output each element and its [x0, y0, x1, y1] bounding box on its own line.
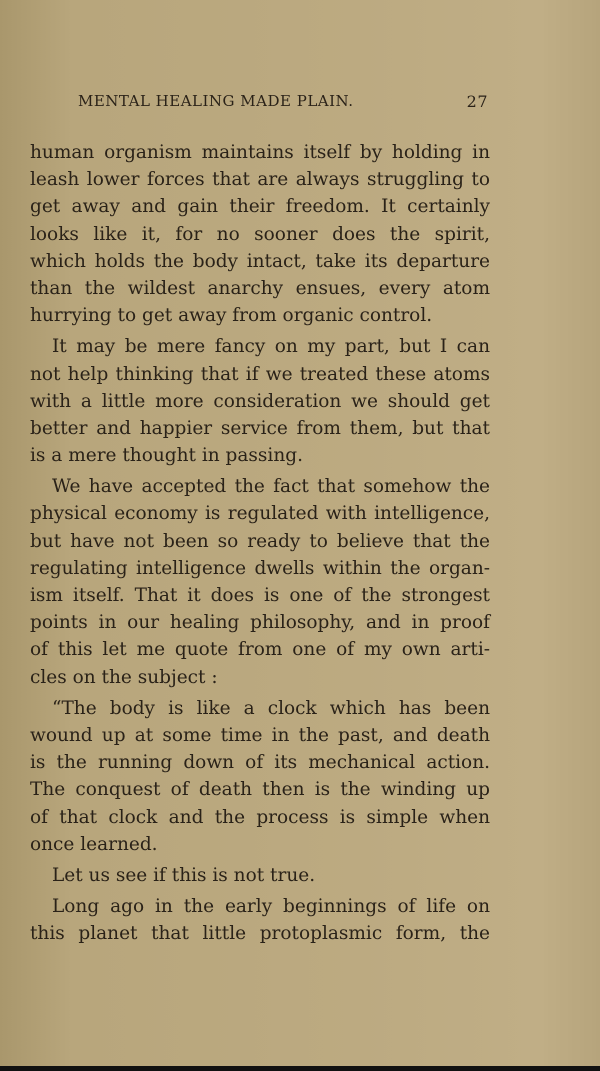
paragraph [30, 695, 490, 858]
text-line: better and happier service from them, but that [30, 417, 490, 439]
text-line: wound up at some time in the past, and death [30, 724, 490, 746]
text-line: than the wildest anarchy ensues, every atom [30, 277, 490, 299]
text-line: but have not been so ready to believe that the [30, 530, 490, 552]
text-line: points in our healing philosophy, and in proof [30, 612, 490, 634]
text-line: physical economy is regulated with intelligence, [30, 503, 490, 525]
text-line: cles on the subject : [30, 666, 218, 688]
text-line: human organism maintains itself by holding in [30, 142, 490, 163]
paragraph [30, 139, 490, 329]
paragraph [30, 473, 490, 691]
text-line: with a little more consideration we should get [30, 390, 490, 412]
text-line: ism itself. That it does is one of the strongest [30, 585, 490, 606]
text-line: which holds the body intact, take its departure [30, 250, 490, 272]
text-line: is a mere thought in passing. [30, 445, 303, 467]
text-line: leash lower forces that are always struggling to [30, 169, 490, 191]
paragraph [30, 862, 490, 889]
text-line: of this let me quote from one of my own arti- [30, 639, 490, 661]
text-line: regulating intelligence dwells within the organ- [30, 557, 490, 579]
text-line: “The body is like a clock which has been [52, 697, 490, 719]
text-line: hurrying to get away from organic control. [30, 305, 433, 327]
text-line: once learned. [30, 833, 158, 855]
page-number: 27 [466, 92, 488, 111]
text-line: Let us see if this is not true. [52, 864, 316, 886]
scan-edge [0, 1066, 600, 1071]
paragraph [30, 333, 490, 469]
text-line: The conquest of death then is the winding up [30, 779, 490, 801]
page-body [30, 139, 490, 951]
text-line: get away and gain their freedom. It certainly [30, 196, 490, 218]
text-line: Long ago in the early beginnings of life on [52, 896, 490, 918]
text-line: of that clock and the process is simple when [30, 806, 490, 828]
text-line: looks like it, for no sooner does the spirit, [30, 223, 490, 245]
text-line: We have accepted the fact that somehow the [52, 476, 490, 498]
running-title: MENTAL HEALING MADE PLAIN. [78, 92, 354, 110]
text-line: is the running down of its mechanical action. [30, 752, 490, 774]
text-line: It may be mere fancy on my part, but I can [52, 336, 490, 358]
text-line: this planet that little protoplasmic form, the [30, 923, 490, 945]
text-line: not help thinking that if we treated these atoms [30, 363, 490, 385]
running-header [30, 92, 490, 118]
paragraph [30, 893, 490, 947]
